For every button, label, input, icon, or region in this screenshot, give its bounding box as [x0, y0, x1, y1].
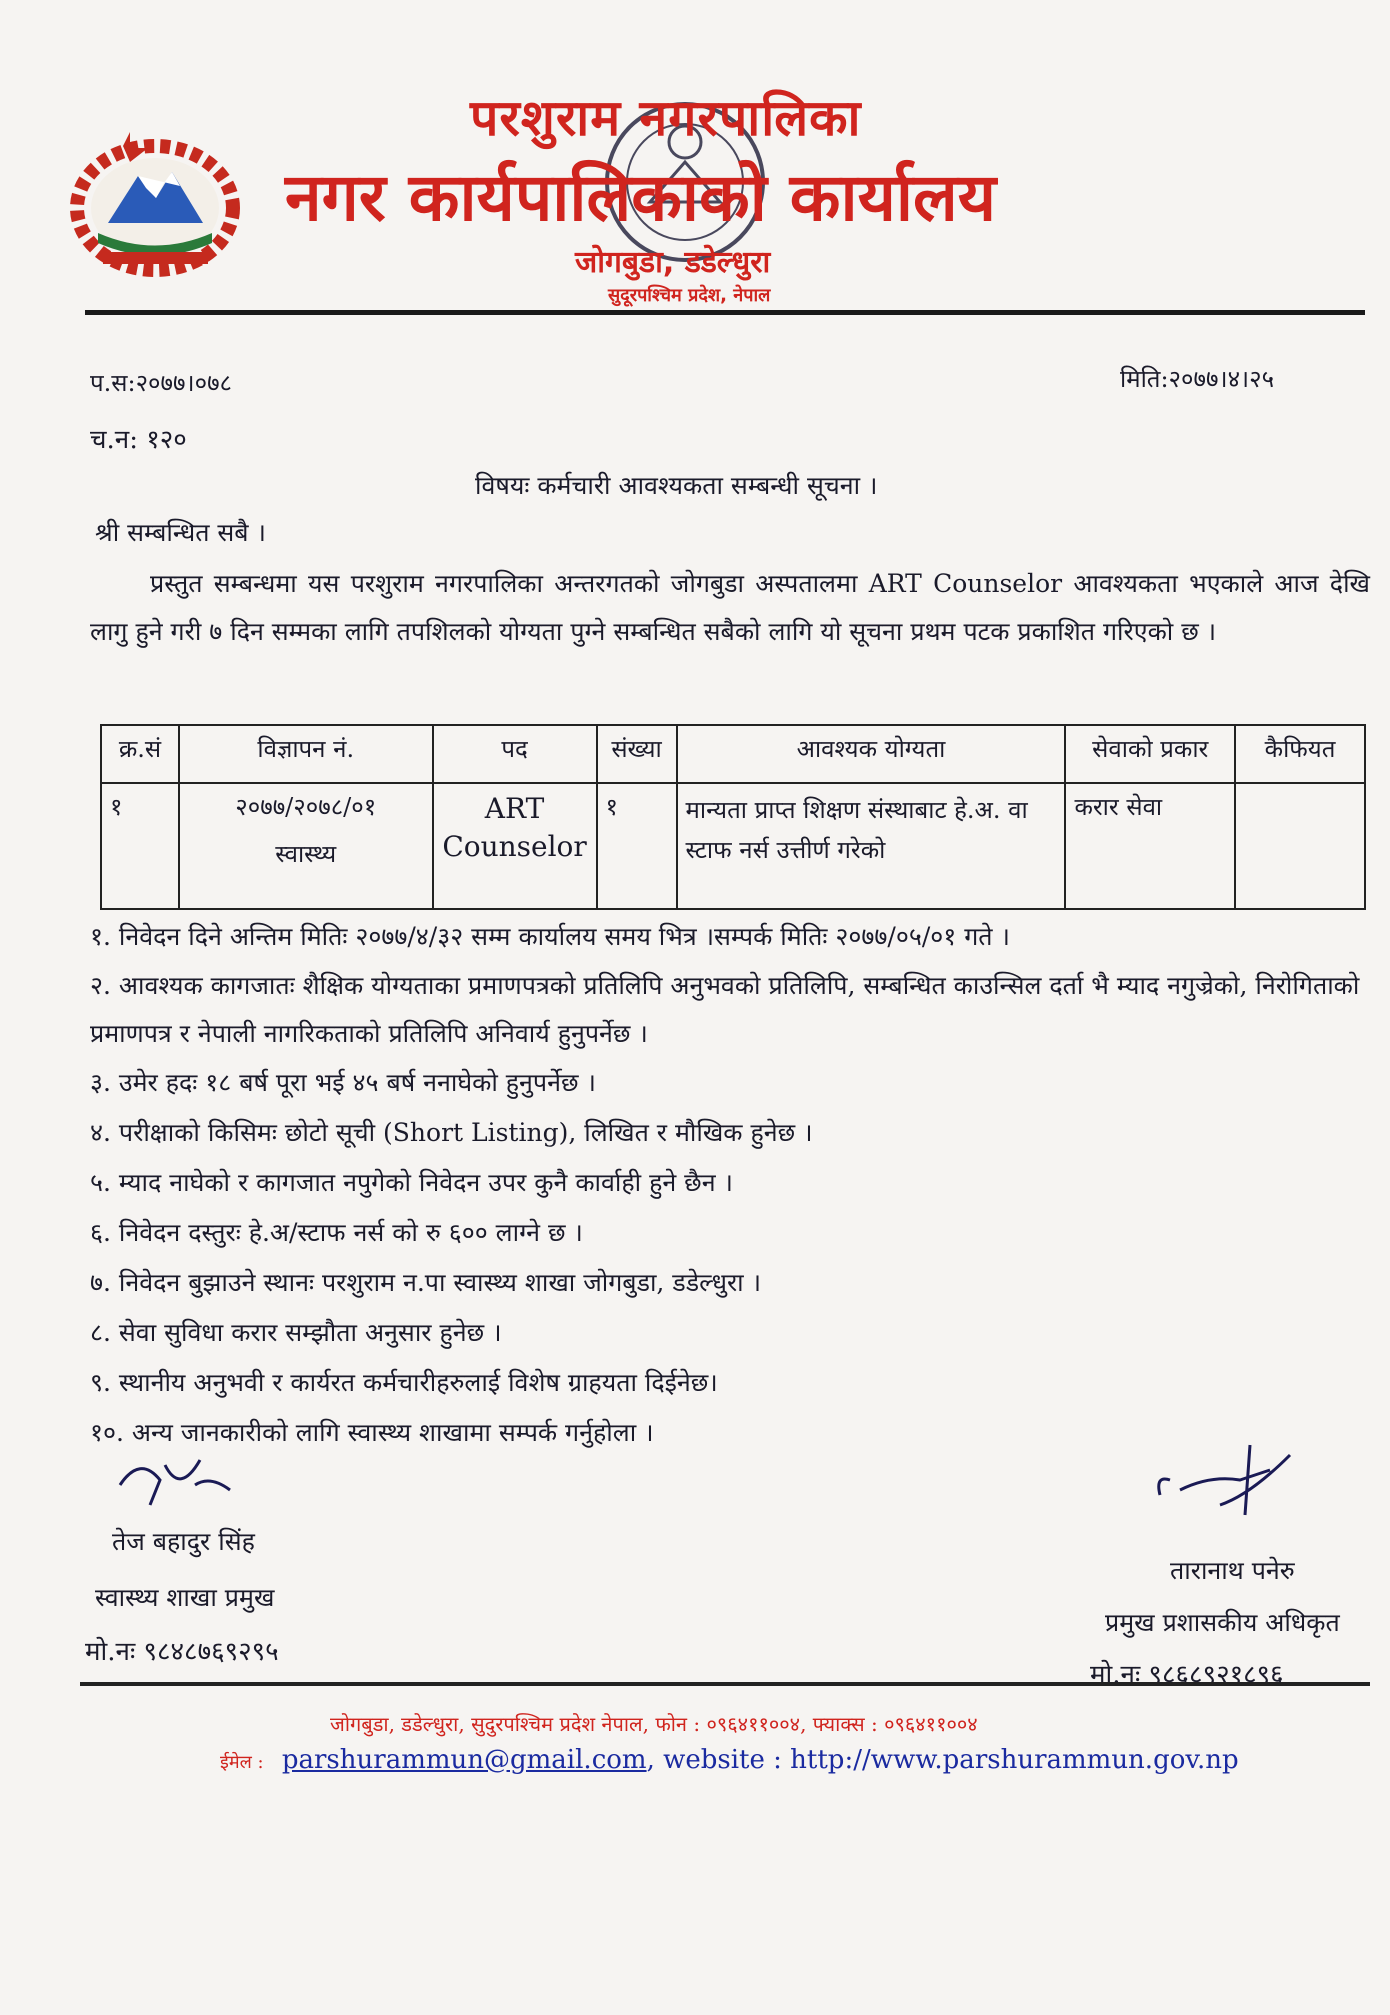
cell-sn: १	[101, 783, 179, 909]
list-item: २. आवश्यक कागजातः शैक्षिक योग्यताका प्रमाणपत्रको प्रतिलिपि अनुभवको प्रतिलिपि, सम्बन्धित काउन्सिल दर्ता भै म्याद नगुज्रेको, निरोगिताको प्रमाणपत्र र नेपाली नागरिकताको प्रतिलिपि अनिवार्य हुनुपर्नेछ ।	[90, 971, 1360, 1048]
signatory-right-name: तारानाथ पनेरु	[1170, 1556, 1295, 1585]
municipality-name: परशुराम नगरपालिका	[470, 89, 862, 147]
email-link[interactable]: parshurammun@gmail.com	[281, 1745, 647, 1775]
list-item: ३. उमेर हदः १८ बर्ष पूरा भई ४५ बर्ष ननाघेको हुनुपर्नेछ ।	[90, 1068, 596, 1097]
list-item: ६. निवेदन दस्तुरः हे.अ/स्टाफ नर्स को रु ६०० लाग्ने छ ।	[90, 1218, 583, 1247]
cell-post: ART Counselor	[433, 783, 597, 909]
footer-divider	[80, 1682, 1370, 1686]
cell-remarks	[1235, 783, 1365, 909]
cell-count: १	[597, 783, 677, 909]
body-paragraph	[90, 560, 1370, 656]
province-name: सुदूरपश्चिम प्रदेश, नेपाल	[608, 285, 771, 306]
signatory-right-title: प्रमुख प्रशासकीय अधिकृत	[1105, 1608, 1340, 1637]
footer-contact	[220, 1745, 1239, 1775]
list-item: १. निवेदन दिने अन्तिम मितिः २०७७/४/३२ सम्म कार्यालय समय भित्र ।सम्पर्क मितिः २०७७/०५/०१ गते ।	[90, 922, 1010, 951]
reference-number: प.स:२०७७।०७८	[90, 369, 233, 397]
nepal-emblem-icon	[68, 128, 243, 278]
col-header-count: संख्या	[597, 725, 677, 783]
footer-address: जोगबुडा, डडेल्धुरा, सुदुरपश्चिम प्रदेश नेपाल, फोन : ०९६४११००४, फ्याक्स : ०९६४११००४	[330, 1712, 978, 1736]
list-item: ५. म्याद नाघेको र कागजात नपुगेको निवेदन उपर कुनै कार्वाही हुने छैन ।	[90, 1168, 733, 1197]
letter-date: मिति:२०७७।४।२५	[1120, 365, 1275, 393]
list-item: १०. अन्य जानकारीको लागि स्वास्थ्य शाखामा सम्पर्क गर्नुहोला ।	[90, 1418, 654, 1447]
list-item: ७. निवेदन बुझाउने स्थानः परशुराम न.पा स्वास्थ्य शाखा जोगबुडा, डडेल्धुरा ।	[90, 1268, 762, 1297]
website-link[interactable]: , website : http://www.parshurammun.gov.np	[646, 1745, 1239, 1775]
signature-right-icon	[1150, 1435, 1300, 1530]
col-header-adv-no: विज्ञापन नं.	[179, 725, 433, 783]
adv-number: २०७७/२०७८/०१	[235, 793, 377, 821]
body-paragraph-text: प्रस्तुत सम्बन्धमा यस परशुराम नगरपालिका अन्तरगतको जोगबुडा अस्पतालमा ART Counselor आवश्यकता भएकाले आज देखि लागु हुने गरी ७ दिन सम्मका लागि तपशिलको योग्यता पुग्ने सम्बन्धित सबैको लागि यो सूचना प्रथम पटक प्रकाशित गरिएको छ ।	[90, 569, 1370, 646]
table-row	[101, 783, 1365, 909]
list-item: ९. स्थानीय अनुभवी र कार्यरत कर्मचारीहरुलाई विशेष ग्राहयता दिईनेछ।	[90, 1368, 718, 1397]
col-header-qualification: आवश्यक योग्यता	[677, 725, 1066, 783]
office-name: नगर कार्यपालिकाको कार्यालय	[285, 159, 996, 236]
cell-adv-no	[179, 783, 433, 909]
signatory-left-phone: मो.नः ९८४८७६९२९५	[85, 1637, 279, 1667]
requirement-table	[100, 724, 1366, 910]
list-item: ८. सेवा सुविधा करार सम्झौता अनुसार हुनेछ ।	[90, 1318, 502, 1347]
header-divider	[85, 310, 1365, 315]
office-location: जोगबुडा, डडेल्धुरा	[575, 245, 771, 280]
col-header-service-type: सेवाको प्रकार	[1065, 725, 1235, 783]
col-header-post: पद	[433, 725, 597, 783]
signatory-right-phone: मो.नः ९८६८९२१८९६	[1090, 1660, 1284, 1690]
signature-left-icon	[110, 1445, 240, 1515]
col-header-sn: क्र.सं	[101, 725, 179, 783]
table-header-row	[101, 725, 1365, 783]
signatory-left-name: तेज बहादुर सिंह	[112, 1527, 255, 1556]
conditions-list	[90, 912, 1380, 1458]
list-item: ४. परीक्षाको किसिमः छोटो सूची (Short Listing), लिखित र मौखिक हुनेछ ।	[90, 1118, 813, 1147]
col-header-remarks: कैफियत	[1235, 725, 1365, 783]
dispatch-number: च.न: १२०	[90, 425, 187, 455]
salutation: श्री सम्बन्धित सबै ।	[95, 518, 266, 547]
email-label: ईमेल :	[220, 1752, 264, 1773]
adv-category: स्वास्थ्य	[275, 840, 337, 868]
cell-service-type: करार सेवा	[1065, 783, 1235, 909]
subject-line: विषयः कर्मचारी आवश्यकता सम्बन्धी सूचना ।	[475, 471, 878, 500]
cell-qualification: मान्यता प्राप्त शिक्षण संस्थाबाट हे.अ. वा स्टाफ नर्स उत्तीर्ण गरेको	[677, 783, 1066, 909]
signatory-left-title: स्वास्थ्य शाखा प्रमुख	[95, 1583, 275, 1612]
